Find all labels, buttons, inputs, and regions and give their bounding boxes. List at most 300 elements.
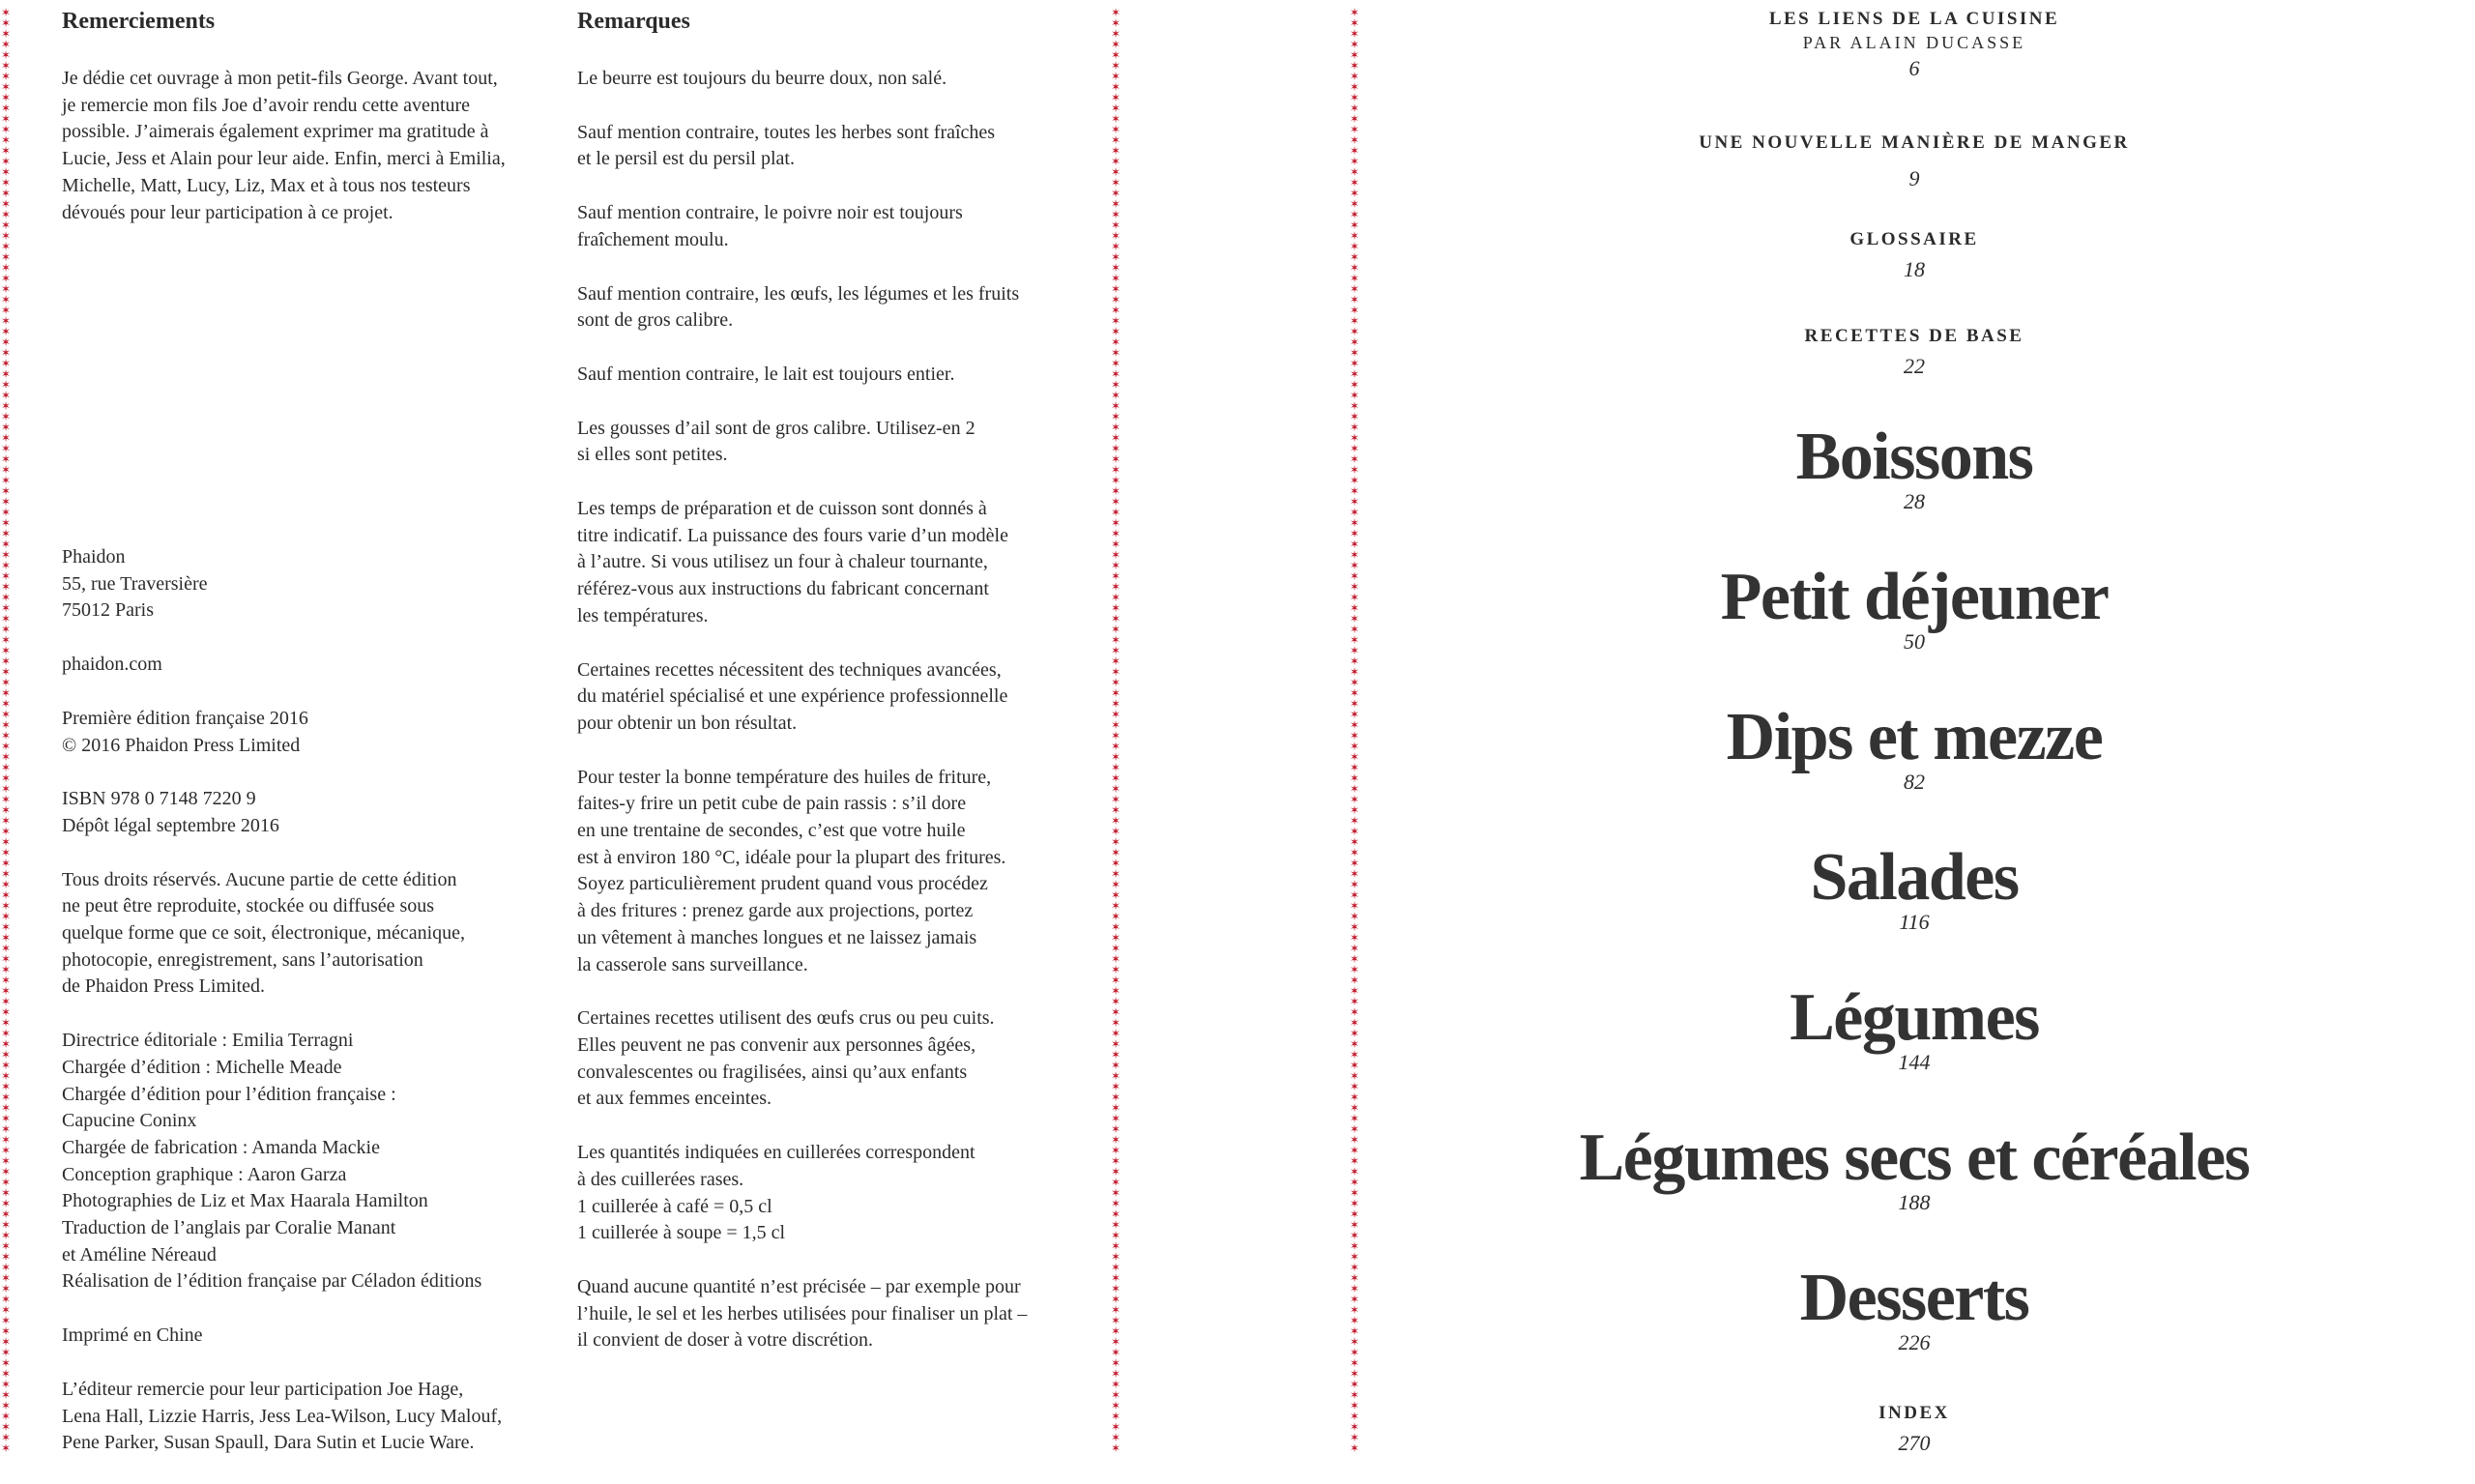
star-ornament: ✶ bbox=[1110, 91, 1121, 104]
toc-page-number: 6 bbox=[1908, 56, 1920, 80]
toc-chapter-salades[interactable] bbox=[1392, 842, 2436, 937]
star-ornament: ✶ bbox=[1110, 133, 1121, 147]
star-ornament: ✶ bbox=[0, 1356, 12, 1370]
star-ornament: ✶ bbox=[1110, 1293, 1121, 1306]
star-ornament: ✶ bbox=[0, 1165, 12, 1178]
star-ornament: ✶ bbox=[1110, 825, 1121, 838]
star-ornament: ✶ bbox=[0, 1208, 12, 1221]
star-ornament: ✶ bbox=[1110, 899, 1121, 913]
star-ornament: ✶ bbox=[1110, 1197, 1121, 1210]
star-ornament: ✶ bbox=[1349, 112, 1360, 126]
star-ornament: ✶ bbox=[1349, 187, 1360, 200]
star-ornament: ✶ bbox=[1110, 974, 1121, 987]
star-ornament: ✶ bbox=[0, 1314, 12, 1327]
star-ornament: ✶ bbox=[1349, 367, 1360, 381]
star-ornament: ✶ bbox=[1110, 952, 1121, 966]
star-ornament: ✶ bbox=[0, 335, 12, 349]
star-ornament: ✶ bbox=[1110, 1154, 1121, 1168]
star-ornament: ✶ bbox=[1349, 1239, 1360, 1253]
publisher-info bbox=[62, 544, 565, 1484]
star-ornament: ✶ bbox=[0, 1335, 12, 1349]
toc-chapter-title: Desserts bbox=[1799, 1261, 2029, 1335]
star-ornament: ✶ bbox=[1349, 1037, 1360, 1051]
star-ornament: ✶ bbox=[1349, 527, 1360, 540]
toc-chapter-title: Légumes secs et céréales bbox=[1579, 1120, 2250, 1195]
star-ornament: ✶ bbox=[1110, 1250, 1121, 1264]
toc-page-number: 9 bbox=[1908, 166, 1920, 190]
star-ornament: ✶ bbox=[1349, 442, 1360, 455]
star-ornament: ✶ bbox=[0, 8, 12, 19]
star-ornament: ✶ bbox=[1110, 1059, 1121, 1072]
toc-page-number: 50 bbox=[1904, 629, 1925, 654]
star-ornament: ✶ bbox=[1110, 1112, 1121, 1125]
star-ornament: ✶ bbox=[0, 623, 12, 636]
star-ornament: ✶ bbox=[1110, 208, 1121, 221]
toc-page-number: 22 bbox=[1904, 354, 1925, 378]
star-ornament: ✶ bbox=[1349, 27, 1360, 41]
star-ornament: ✶ bbox=[1349, 1399, 1360, 1412]
star-ornament: ✶ bbox=[1349, 304, 1360, 317]
star-ornament: ✶ bbox=[0, 1431, 12, 1444]
toc-chapter-legumes-secs[interactable] bbox=[1392, 1122, 2436, 1217]
star-ornament: ✶ bbox=[1110, 1208, 1121, 1221]
star-ornament: ✶ bbox=[0, 293, 12, 306]
star-ornament: ✶ bbox=[1349, 825, 1360, 838]
star-border-center-right bbox=[1349, 8, 1360, 1458]
star-ornament: ✶ bbox=[1110, 633, 1121, 647]
star-ornament: ✶ bbox=[0, 931, 12, 945]
star-ornament: ✶ bbox=[0, 506, 12, 519]
star-ornament: ✶ bbox=[0, 729, 12, 742]
star-ornament: ✶ bbox=[1349, 48, 1360, 62]
star-ornament: ✶ bbox=[1110, 1261, 1121, 1274]
star-ornament: ✶ bbox=[1110, 378, 1121, 392]
star-ornament: ✶ bbox=[1110, 1388, 1121, 1402]
star-ornament: ✶ bbox=[0, 708, 12, 721]
star-ornament: ✶ bbox=[1349, 197, 1360, 211]
star-ornament: ✶ bbox=[1349, 357, 1360, 370]
star-ornament: ✶ bbox=[1110, 229, 1121, 243]
rights-notice: Tous droits réservés. Aucune partie de cette édition ne peut être reproduite, stockée ou diffusée sous quelque forme que ce soit, électronique, mécanique, photocopie, enregistrement, sans l’autorisation de Phaidon Press Limited. bbox=[62, 868, 466, 998]
star-ornament: ✶ bbox=[1110, 1016, 1121, 1030]
star-ornament: ✶ bbox=[0, 474, 12, 487]
star-ornament: ✶ bbox=[1349, 1208, 1360, 1221]
star-ornament: ✶ bbox=[1349, 1388, 1360, 1402]
star-ornament: ✶ bbox=[0, 963, 12, 976]
star-ornament: ✶ bbox=[1110, 335, 1121, 349]
star-ornament: ✶ bbox=[1349, 1197, 1360, 1210]
star-ornament: ✶ bbox=[1110, 112, 1121, 126]
star-ornament: ✶ bbox=[0, 761, 12, 774]
star-ornament: ✶ bbox=[1349, 718, 1360, 732]
star-ornament: ✶ bbox=[0, 750, 12, 764]
star-ornament: ✶ bbox=[1110, 591, 1121, 604]
star-ornament: ✶ bbox=[1349, 644, 1360, 657]
star-ornament: ✶ bbox=[1349, 761, 1360, 774]
star-ornament: ✶ bbox=[1349, 708, 1360, 721]
star-ornament: ✶ bbox=[1349, 1431, 1360, 1444]
star-ornament: ✶ bbox=[1110, 218, 1121, 232]
star-ornament: ✶ bbox=[1110, 346, 1121, 360]
star-ornament: ✶ bbox=[0, 240, 12, 253]
star-ornament: ✶ bbox=[1349, 1261, 1360, 1274]
note-paragraph: Sauf mention contraire, le lait est toujours entier. bbox=[577, 363, 955, 385]
star-ornament: ✶ bbox=[0, 1293, 12, 1306]
toc-entry-index[interactable] bbox=[1392, 1402, 2436, 1458]
star-ornament: ✶ bbox=[1349, 1101, 1360, 1115]
toc-entry-foreword[interactable] bbox=[1392, 8, 2436, 83]
star-ornament: ✶ bbox=[1349, 1218, 1360, 1232]
star-ornament: ✶ bbox=[0, 995, 12, 1008]
star-ornament: ✶ bbox=[0, 389, 12, 402]
star-ornament: ✶ bbox=[1110, 538, 1121, 551]
star-ornament: ✶ bbox=[0, 1080, 12, 1093]
star-ornament: ✶ bbox=[1110, 1282, 1121, 1295]
star-ornament: ✶ bbox=[1110, 750, 1121, 764]
star-ornament: ✶ bbox=[1349, 346, 1360, 360]
star-ornament: ✶ bbox=[0, 1229, 12, 1242]
star-border-left bbox=[0, 8, 12, 1458]
star-ornament: ✶ bbox=[1349, 697, 1360, 711]
star-ornament: ✶ bbox=[1110, 197, 1121, 211]
star-ornament: ✶ bbox=[0, 1069, 12, 1083]
star-ornament: ✶ bbox=[0, 814, 12, 828]
star-ornament: ✶ bbox=[1349, 633, 1360, 647]
star-ornament: ✶ bbox=[0, 187, 12, 200]
star-ornament: ✶ bbox=[1110, 612, 1121, 626]
star-ornament: ✶ bbox=[1349, 1176, 1360, 1189]
star-ornament: ✶ bbox=[0, 484, 12, 498]
star-ornament: ✶ bbox=[1349, 1324, 1360, 1338]
star-ornament: ✶ bbox=[1349, 835, 1360, 849]
star-ornament: ✶ bbox=[0, 984, 12, 998]
star-ornament: ✶ bbox=[0, 1239, 12, 1253]
star-ornament: ✶ bbox=[0, 1282, 12, 1295]
star-ornament: ✶ bbox=[0, 655, 12, 668]
star-ornament: ✶ bbox=[0, 421, 12, 434]
star-ornament: ✶ bbox=[0, 452, 12, 466]
star-ornament: ✶ bbox=[1110, 1324, 1121, 1338]
star-ornament: ✶ bbox=[0, 250, 12, 264]
star-ornament: ✶ bbox=[1110, 580, 1121, 594]
star-ornament: ✶ bbox=[1110, 1346, 1121, 1359]
star-ornament: ✶ bbox=[1349, 931, 1360, 945]
star-ornament: ✶ bbox=[1110, 410, 1121, 423]
star-ornament: ✶ bbox=[1349, 165, 1360, 179]
star-ornament: ✶ bbox=[1349, 218, 1360, 232]
star-ornament: ✶ bbox=[1349, 729, 1360, 742]
star-ornament: ✶ bbox=[1349, 176, 1360, 189]
star-ornament: ✶ bbox=[1110, 1091, 1121, 1104]
toc-chapter-dips-mezze[interactable] bbox=[1392, 702, 2436, 797]
star-ornament: ✶ bbox=[1349, 38, 1360, 51]
star-ornament: ✶ bbox=[0, 197, 12, 211]
star-ornament: ✶ bbox=[1110, 846, 1121, 859]
star-ornament: ✶ bbox=[1110, 1239, 1121, 1253]
star-ornament: ✶ bbox=[0, 1261, 12, 1274]
star-ornament: ✶ bbox=[1110, 995, 1121, 1008]
star-ornament: ✶ bbox=[1110, 293, 1121, 306]
star-ornament: ✶ bbox=[1110, 1420, 1121, 1434]
star-ornament: ✶ bbox=[1349, 750, 1360, 764]
star-ornament: ✶ bbox=[1110, 250, 1121, 264]
star-ornament: ✶ bbox=[0, 399, 12, 413]
star-ornament: ✶ bbox=[0, 208, 12, 221]
star-ornament: ✶ bbox=[0, 803, 12, 817]
star-ornament: ✶ bbox=[1110, 452, 1121, 466]
publisher-thanks: L’éditeur remercie pour leur participation Joe Hage, Lena Hall, Lizzie Harris, Jess Lea-Wilson, Lucy Malouf, Pene Parker, Susan Spaull, Dara Sutin et Lucie Ware. bbox=[62, 1378, 503, 1454]
star-ornament: ✶ bbox=[1349, 559, 1360, 572]
star-ornament: ✶ bbox=[1110, 367, 1121, 381]
star-ornament: ✶ bbox=[1349, 240, 1360, 253]
star-ornament: ✶ bbox=[0, 495, 12, 509]
star-ornament: ✶ bbox=[1110, 1410, 1121, 1423]
star-ornament: ✶ bbox=[0, 569, 12, 583]
star-ornament: ✶ bbox=[0, 580, 12, 594]
star-ornament: ✶ bbox=[0, 378, 12, 392]
star-ornament: ✶ bbox=[1349, 91, 1360, 104]
star-ornament: ✶ bbox=[1349, 1229, 1360, 1242]
star-ornament: ✶ bbox=[0, 410, 12, 423]
star-ornament: ✶ bbox=[0, 1378, 12, 1391]
star-ornament: ✶ bbox=[1110, 314, 1121, 328]
toc-page-number: 28 bbox=[1904, 489, 1925, 513]
star-ornament: ✶ bbox=[1110, 1069, 1121, 1083]
star-ornament: ✶ bbox=[1349, 1303, 1360, 1317]
star-ornament: ✶ bbox=[1349, 261, 1360, 275]
star-ornament: ✶ bbox=[1349, 314, 1360, 328]
star-ornament: ✶ bbox=[1110, 506, 1121, 519]
note-paragraph: Certaines recettes utilisent des œufs crus ou peu cuits. Elles peuvent ne pas convenir aux personnes âgées, convalescentes ou fragilisées, ainsi qu’aux enfants et aux femmes enceintes. bbox=[577, 1007, 995, 1110]
star-ornament: ✶ bbox=[0, 878, 12, 891]
star-ornament: ✶ bbox=[1349, 133, 1360, 147]
star-ornament: ✶ bbox=[0, 272, 12, 285]
star-ornament: ✶ bbox=[1110, 442, 1121, 455]
star-ornament: ✶ bbox=[1110, 729, 1121, 742]
toc-page-number: 188 bbox=[1898, 1190, 1931, 1214]
star-ornament: ✶ bbox=[0, 1367, 12, 1381]
acknowledgements-text: Je dédie cet ouvrage à mon petit-fils George. Avant tout, je remercie mon fils Joe d’avoir rendu cette aventure possible. J’aimerais également exprimer ma gratitude à Lucie, Jess et Alain pour leur aide. Enfin, merci à Emilia, Michelle, Matt, Lucy, Liz, Max et à tous nos testeurs dévoués pour leur participation à ce projet. bbox=[62, 68, 506, 223]
star-ornament: ✶ bbox=[1349, 59, 1360, 73]
star-ornament: ✶ bbox=[0, 1218, 12, 1232]
star-ornament: ✶ bbox=[0, 718, 12, 732]
star-ornament: ✶ bbox=[0, 1197, 12, 1210]
star-ornament: ✶ bbox=[1110, 421, 1121, 434]
toc-entry-subtitle: PAR ALAIN DUCASSE bbox=[1802, 33, 2026, 52]
toc-entry-title: INDEX bbox=[1878, 1403, 1950, 1423]
star-ornament: ✶ bbox=[0, 1005, 12, 1019]
star-ornament: ✶ bbox=[1349, 1112, 1360, 1125]
star-ornament: ✶ bbox=[1110, 1218, 1121, 1232]
toc-entry-new-way[interactable] bbox=[1392, 131, 2436, 193]
star-ornament: ✶ bbox=[1349, 229, 1360, 243]
star-ornament: ✶ bbox=[1110, 1367, 1121, 1381]
star-ornament: ✶ bbox=[1349, 888, 1360, 902]
star-ornament: ✶ bbox=[1349, 484, 1360, 498]
star-ornament: ✶ bbox=[1110, 1144, 1121, 1157]
star-ornament: ✶ bbox=[1110, 984, 1121, 998]
star-ornament: ✶ bbox=[1349, 920, 1360, 934]
star-ornament: ✶ bbox=[1110, 1176, 1121, 1189]
star-ornament: ✶ bbox=[0, 1410, 12, 1423]
star-ornament: ✶ bbox=[1349, 155, 1360, 168]
star-ornament: ✶ bbox=[0, 1122, 12, 1136]
star-ornament: ✶ bbox=[0, 1112, 12, 1125]
note-paragraph: Certaines recettes nécessitent des techniques avancées, du matériel spécialisé et une expérience professionnelle pour obtenir un bon résultat. bbox=[577, 658, 1008, 734]
star-ornament: ✶ bbox=[0, 346, 12, 360]
isbn-info: ISBN 978 0 7148 7220 9 Dépôt légal septembre 2016 bbox=[62, 788, 279, 836]
star-ornament: ✶ bbox=[1110, 1186, 1121, 1200]
notes-column bbox=[577, 0, 1080, 1382]
star-ornament: ✶ bbox=[1110, 686, 1121, 700]
star-ornament: ✶ bbox=[1349, 1059, 1360, 1072]
star-ornament: ✶ bbox=[1110, 187, 1121, 200]
note-paragraph: Sauf mention contraire, le poivre noir est toujours fraîchement moulu. bbox=[577, 202, 963, 250]
star-ornament: ✶ bbox=[1349, 463, 1360, 477]
star-ornament: ✶ bbox=[1349, 282, 1360, 296]
edition-info: Première édition française 2016 © 2016 Phaidon Press Limited bbox=[62, 707, 308, 756]
star-ornament: ✶ bbox=[1110, 910, 1121, 923]
star-ornament: ✶ bbox=[0, 1346, 12, 1359]
star-ornament: ✶ bbox=[1349, 516, 1360, 530]
star-ornament: ✶ bbox=[1349, 495, 1360, 509]
star-ornament: ✶ bbox=[1110, 655, 1121, 668]
star-ornament: ✶ bbox=[1349, 857, 1360, 870]
star-ornament: ✶ bbox=[1349, 1091, 1360, 1104]
star-ornament: ✶ bbox=[0, 1133, 12, 1147]
star-ornament: ✶ bbox=[1349, 1250, 1360, 1264]
star-ornament: ✶ bbox=[1110, 1335, 1121, 1349]
star-ornament: ✶ bbox=[1110, 240, 1121, 253]
toc-entry-title: UNE NOUVELLE MANIÈRE DE MANGER bbox=[1699, 132, 2130, 153]
star-ornament: ✶ bbox=[1349, 1420, 1360, 1434]
note-paragraph: Quand aucune quantité n’est précisée – par exemple pour l’huile, le sel et les herbes utilisées pour finaliser un plat – il convient de doser à votre discrétion. bbox=[577, 1275, 1028, 1352]
star-ornament: ✶ bbox=[0, 782, 12, 796]
star-ornament: ✶ bbox=[1349, 1016, 1360, 1030]
star-ornament: ✶ bbox=[0, 686, 12, 700]
star-ornament: ✶ bbox=[0, 1027, 12, 1040]
star-ornament: ✶ bbox=[1349, 123, 1360, 136]
star-ornament: ✶ bbox=[1349, 70, 1360, 83]
star-ornament: ✶ bbox=[0, 974, 12, 987]
star-ornament: ✶ bbox=[0, 1441, 12, 1455]
star-ornament: ✶ bbox=[0, 59, 12, 73]
star-ornament: ✶ bbox=[1110, 1005, 1121, 1019]
star-ornament: ✶ bbox=[1349, 686, 1360, 700]
star-ornament: ✶ bbox=[1110, 782, 1121, 796]
star-ornament: ✶ bbox=[1110, 1048, 1121, 1062]
star-ornament: ✶ bbox=[1110, 325, 1121, 338]
publisher-address: Phaidon 55, rue Traversière 75012 Paris bbox=[62, 546, 208, 622]
star-ornament: ✶ bbox=[1349, 740, 1360, 753]
star-ornament: ✶ bbox=[1110, 272, 1121, 285]
acknowledgements-heading: Remerciements bbox=[62, 9, 216, 34]
toc-chapter-title: Petit déjeuner bbox=[1720, 560, 2109, 634]
star-ornament: ✶ bbox=[1110, 48, 1121, 62]
toc-chapter-title: Boissons bbox=[1795, 420, 2033, 494]
toc-entry-basic-recipes[interactable] bbox=[1392, 325, 2436, 381]
toc-chapter-boissons[interactable] bbox=[1392, 422, 2436, 516]
star-ornament: ✶ bbox=[1110, 1101, 1121, 1115]
star-ornament: ✶ bbox=[1349, 793, 1360, 806]
star-ornament: ✶ bbox=[1349, 1314, 1360, 1327]
notes-heading: Remarques bbox=[577, 9, 690, 34]
star-ornament: ✶ bbox=[1349, 1069, 1360, 1083]
toc-chapter-legumes[interactable] bbox=[1392, 982, 2436, 1077]
star-ornament: ✶ bbox=[0, 1101, 12, 1115]
star-ornament: ✶ bbox=[1110, 559, 1121, 572]
star-ornament: ✶ bbox=[0, 1388, 12, 1402]
note-paragraph: Les temps de préparation et de cuisson sont donnés à titre indicatif. La puissance des fours varie d’un modèle à l’autre. Si vous utilisez un four à chaleur tournante, référez-vous aux instructions du fabricant concernant les températures. bbox=[577, 498, 1008, 626]
star-ornament: ✶ bbox=[1349, 506, 1360, 519]
star-ornament: ✶ bbox=[1110, 1399, 1121, 1412]
star-ornament: ✶ bbox=[1110, 931, 1121, 945]
star-ornament: ✶ bbox=[1349, 399, 1360, 413]
star-ornament: ✶ bbox=[1349, 782, 1360, 796]
star-ornament: ✶ bbox=[1349, 1154, 1360, 1168]
toc-chapter-petit-dejeuner[interactable] bbox=[1392, 562, 2436, 656]
star-ornament: ✶ bbox=[1110, 357, 1121, 370]
star-ornament: ✶ bbox=[1110, 1303, 1121, 1317]
star-ornament: ✶ bbox=[1110, 1378, 1121, 1391]
star-ornament: ✶ bbox=[1349, 974, 1360, 987]
star-ornament: ✶ bbox=[1349, 272, 1360, 285]
star-ornament: ✶ bbox=[1349, 846, 1360, 859]
star-ornament: ✶ bbox=[1110, 463, 1121, 477]
star-ornament: ✶ bbox=[0, 1186, 12, 1200]
star-ornament: ✶ bbox=[0, 176, 12, 189]
star-ornament: ✶ bbox=[1110, 803, 1121, 817]
star-ornament: ✶ bbox=[1110, 888, 1121, 902]
star-ornament: ✶ bbox=[1110, 304, 1121, 317]
star-ornament: ✶ bbox=[0, 920, 12, 934]
star-ornament: ✶ bbox=[0, 16, 12, 30]
star-ornament: ✶ bbox=[1110, 1027, 1121, 1040]
star-ornament: ✶ bbox=[1349, 144, 1360, 158]
star-ornament: ✶ bbox=[1110, 261, 1121, 275]
star-ornament: ✶ bbox=[0, 431, 12, 445]
toc-chapter-title: Légumes bbox=[1790, 980, 2039, 1055]
star-ornament: ✶ bbox=[1349, 899, 1360, 913]
star-ornament: ✶ bbox=[1349, 410, 1360, 423]
star-ornament: ✶ bbox=[0, 112, 12, 126]
star-ornament: ✶ bbox=[1110, 644, 1121, 657]
toc-chapter-desserts[interactable] bbox=[1392, 1263, 2436, 1357]
star-ornament: ✶ bbox=[1349, 952, 1360, 966]
toc-entry-glossary[interactable] bbox=[1392, 228, 2436, 284]
star-ornament: ✶ bbox=[0, 325, 12, 338]
note-paragraph: Sauf mention contraire, toutes les herbes sont fraîches et le persil est du persil plat. bbox=[577, 121, 996, 170]
star-ornament: ✶ bbox=[1110, 80, 1121, 94]
toc-page-number: 270 bbox=[1898, 1431, 1931, 1455]
star-ornament: ✶ bbox=[0, 665, 12, 679]
star-ornament: ✶ bbox=[1349, 1144, 1360, 1157]
star-ornament: ✶ bbox=[0, 697, 12, 711]
note-paragraph: Le beurre est toujours du beurre doux, non salé. bbox=[577, 68, 947, 89]
star-ornament: ✶ bbox=[1110, 1431, 1121, 1444]
star-ornament: ✶ bbox=[1110, 623, 1121, 636]
star-ornament: ✶ bbox=[1110, 123, 1121, 136]
star-ornament: ✶ bbox=[1110, 399, 1121, 413]
star-ornament: ✶ bbox=[1110, 1165, 1121, 1178]
star-ornament: ✶ bbox=[1110, 495, 1121, 509]
star-ornament: ✶ bbox=[1349, 984, 1360, 998]
star-ornament: ✶ bbox=[1349, 325, 1360, 338]
publisher-website: phaidon.com bbox=[62, 654, 162, 676]
star-ornament: ✶ bbox=[1349, 771, 1360, 785]
star-ornament: ✶ bbox=[1349, 1356, 1360, 1370]
star-ornament: ✶ bbox=[1110, 814, 1121, 828]
